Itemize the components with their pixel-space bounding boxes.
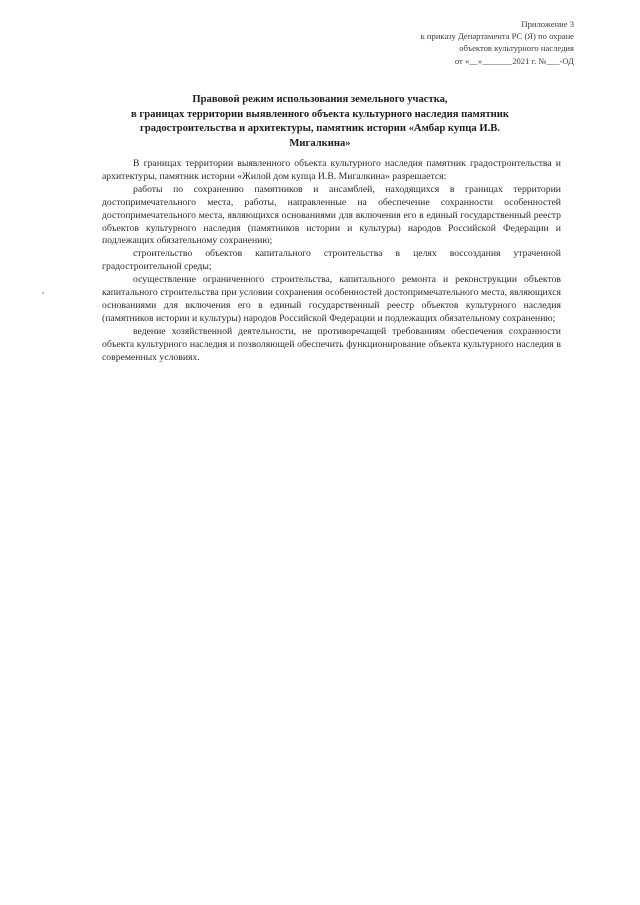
title-line: Правовой режим использования земельного участка, <box>192 94 448 105</box>
permitted-activity-item: строительство объектов капитального строительства в целях воссоздания утраченной градостроительной среды; <box>102 248 561 273</box>
title-line: Мигалкина» <box>289 137 351 149</box>
title-line: градостроительства и архитектуры, памятник истории «Амбар купца И.В. <box>140 123 500 135</box>
scan-speck <box>42 292 44 294</box>
appendix-order-date: от «__»_______2021 г. №___-ОД <box>454 55 574 66</box>
permitted-activity-item: ведение хозяйственной деятельности, не противоречащей требованиям обеспечения сохранности объекта культурного наследия и позволяющей обеспечить функционирование объекта культурного наследия в современных условиях. <box>102 325 561 363</box>
permitted-activity-item: осуществление ограниченного строительства, капитального ремонта и реконструкции объектов капитального строительства при условии сохранения особенностей достопримечательного места, являющихся основаниями для включения его в единый государственный реестр объектов культурного наследия (памятников истории и культуры) народов Российской Федерации и подлежащих обязательному сохранению; <box>102 274 561 324</box>
appendix-number: Приложение 3 <box>521 19 574 29</box>
document-body <box>102 158 561 365</box>
intro-paragraph: В границах территории выявленного объекта культурного наследия памятник градостроительства и архитектуры, памятник истории «Жилой дом купца И.В. Мигалкина» разрешается: <box>102 158 561 182</box>
title-line: в границах территории выявленного объекта культурного наследия памятник <box>131 108 509 120</box>
permitted-activity-item: работы по сохранению памятников и ансамблей, находящихся в границах территории достопримечательного места, работы, направленные на обеспечение сохранности особенностей достопримечательного места, являющихся основаниями для включения его в единый государственный реестр объектов культурного наследия (памятников истории и культуры) народов Российской Федерации и подлежащих обязательному сохранению; <box>102 183 561 247</box>
appendix-header <box>354 18 574 67</box>
document-title <box>96 93 544 151</box>
appendix-order-reference: к приказу Департамента РС (Я) по охране <box>420 31 574 42</box>
appendix-order-subject: объектов культурного наследия <box>459 43 574 54</box>
